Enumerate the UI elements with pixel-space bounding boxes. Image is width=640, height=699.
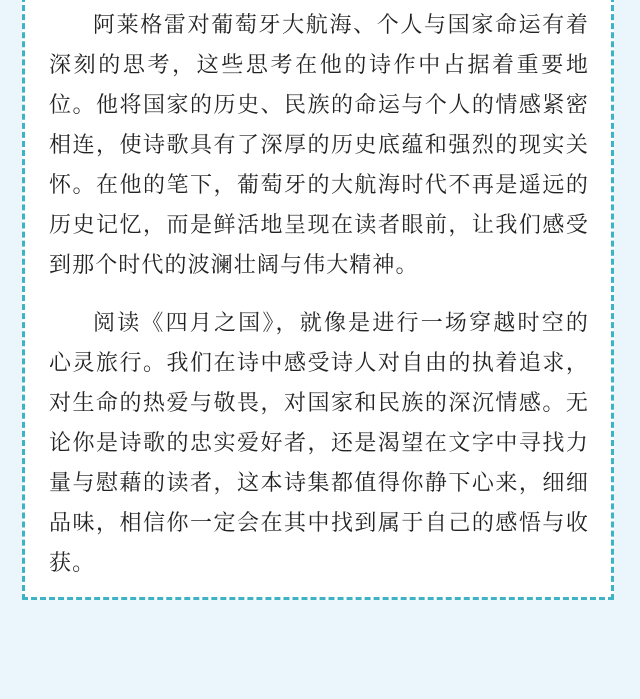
paragraph-2: 阅读《四月之国》，就像是进行一场穿越时空的心灵旅行。我们在诗中感受诗人对自由的执着追求，对生命的热爱与敬畏，对国家和民族的深沉情感。无论你是诗歌的忠实爱好者，还是渴望在文字中寻找力量与慰藉的读者，这本诗集都值得你静下心来，细细品味，相信你一定会在其中找到属于自己的感悟与收获。 xyxy=(49,311,589,576)
paragraph-1: 阿莱格雷对葡萄牙大航海、个人与国家命运有着深刻的思考，这些思考在他的诗作中占据着重要地位。他将国家的历史、民族的命运与个人的情感紧密相连，使诗歌具有了深厚的历史底蕴和强烈的现实关怀。在他的笔下，葡萄牙的大航海时代不再是遥远的历史记忆，而是鲜活地呈现在读者眼前，让我们感受到那个时代的波澜壮阔与伟大精神。 xyxy=(49,13,589,278)
article-body xyxy=(49,6,589,602)
article-card xyxy=(22,0,614,600)
